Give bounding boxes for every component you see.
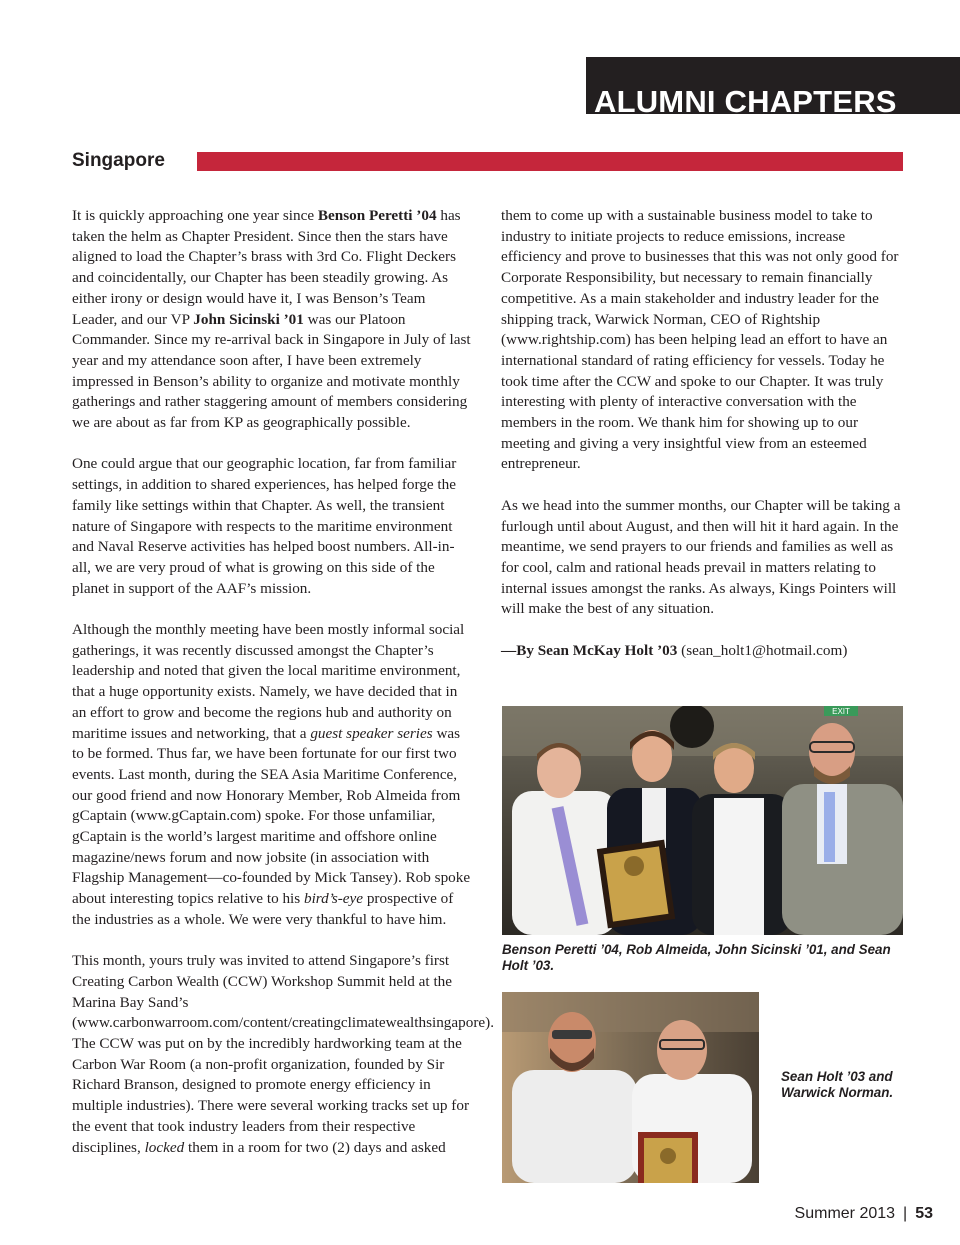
paragraph-2: One could argue that our geographic location, far from familiar settings, in addition to shared experiences, has helped forge the family like settings within that Chapter. As well, the transient nature of Singapore with respects to the maritime environment and Naval Reserve activities has helped boost numbers. All-in-all, we are very proud of what is growing on this side of the planet in support of the AAF’s mission. xyxy=(72,455,457,597)
byline xyxy=(501,641,904,662)
duo-photo xyxy=(502,992,759,1183)
byline-email: (sean_holt1@hotmail.com) xyxy=(681,641,848,659)
name-benson-peretti: Benson Peretti ’04 xyxy=(317,207,437,224)
paragraph-5: As we head into the summer months, our Chapter will be taking a furlough until about August, and then will hit it hard again. In the meantime, we send prayers to our friends and families as well as for cool, calm and rational heads prevail in matters relating to internal issues amongst the ranks. As always, Kings Pointers will will make the best of any situation. xyxy=(501,496,901,618)
issue-label: Summer 2013 xyxy=(794,1205,896,1222)
footer-separator: | xyxy=(903,1205,908,1222)
page-footer xyxy=(795,1205,933,1223)
group-photo xyxy=(502,706,903,935)
paragraph-3: Although the monthly meeting have been mostly informal social gatherings, it was recently discussed amongst the Chapter’s leadership and noted that given the local maritime environment, that a huge opportunity exists. Namely, we have decided that in an effort to grow and become the regions hub and authority on maritime issues and networking, that a guest speaker series was to be formed. Thus far, we have been fortunate for our first two events. Last month, during the SEA Asia Maritime Conference, our good friend and now Honorary Member, Rob Almeida from gCaptain (www.gCaptain.com) spoke. For those unfamiliar, gCaptain is the world’s largest maritime and offshore online magazine/news forum and now jobsite (in association with Flagship Management—co-founded by Mick Tansey). Rob spoke about interesting topics relative to his bird’s-eye prospective of the industries as a whole. We were very thankful to have him. xyxy=(72,621,471,928)
heading-rule xyxy=(197,152,903,171)
exit-sign: EXIT xyxy=(832,707,850,716)
page-number: 53 xyxy=(915,1205,933,1222)
paragraph-1: It is quickly approaching one year since Benson Peretti ’04 has taken the helm as Chapter President. Since then the stars have aligned to load the Chapter’s brass with 3rd Co. Flight Deckers and coincidentally, our Chapter has been steadily growing. As either irony or design would have it, I was Benson’s Team Leader, and our VP John Sicinski ’01 was our Platoon Commander. Since my re-arrival back in Singapore in July of last year and my attendance soon after, I have been extremely impressed in Benson’s ability to organize and motivate monthly gatherings and rather staggering amount of members considering we are about as far from KP as geographically possible. xyxy=(72,207,471,432)
name-john-sicinski: John Sicinski ’01 xyxy=(193,310,304,328)
paragraph-4: them to come up with a sustainable business model to take to industry to initiate projects to reduce emissions, increase efficiency and prove to businesses that this was not only good for Corporate Responsibility, but necessary to remain financially competitive. As a main stakeholder and industry leader for the shipping track, Warwick Norman, CEO of Rightship (www.rightship.com) has been helping lead an effort to have an international standard of rating efficiency for vessels. Today he took time after the CCW and spoke to our Chapter. It was truly interesting with plenty of interactive conversation with the members in the room. We thank him for showing up to our meeting and giving a very insightful view from an esteemed entrepreneur. xyxy=(501,207,899,473)
byline-author: —By Sean McKay Holt ’03 xyxy=(501,641,678,659)
article-column-right xyxy=(501,206,904,682)
section-banner xyxy=(586,57,960,114)
paragraph-4: This month, yours truly was invited to attend Singapore’s first Creating Carbon Wealth (CCW) Workshop Summit held at the Marina Bay Sand’s (www.carbonwarroom.com/content/creatingclimatewealthsingapore). The CCW was put on by the incredibly hardworking team at the Carbon War Room (a non-profit organization, founded by Sir Richard Branson, designed to promote energy efficiency in multiple industries). There were several working tracks set up for the event that took industry leaders from their respective disciplines, locked them in a room for two (2) days and asked xyxy=(72,952,494,1156)
photo-caption-2: Sean Holt ’03 and Warwick Norman. xyxy=(781,1069,894,1100)
photo-caption-1: Benson Peretti ’04, Rob Almeida, John Sicinski ’01, and Sean Holt ’03. xyxy=(502,942,891,973)
article-column-left xyxy=(72,206,494,1179)
section-title: ALUMNI CHAPTERS xyxy=(594,84,897,114)
chapter-heading: Singapore xyxy=(72,150,165,171)
